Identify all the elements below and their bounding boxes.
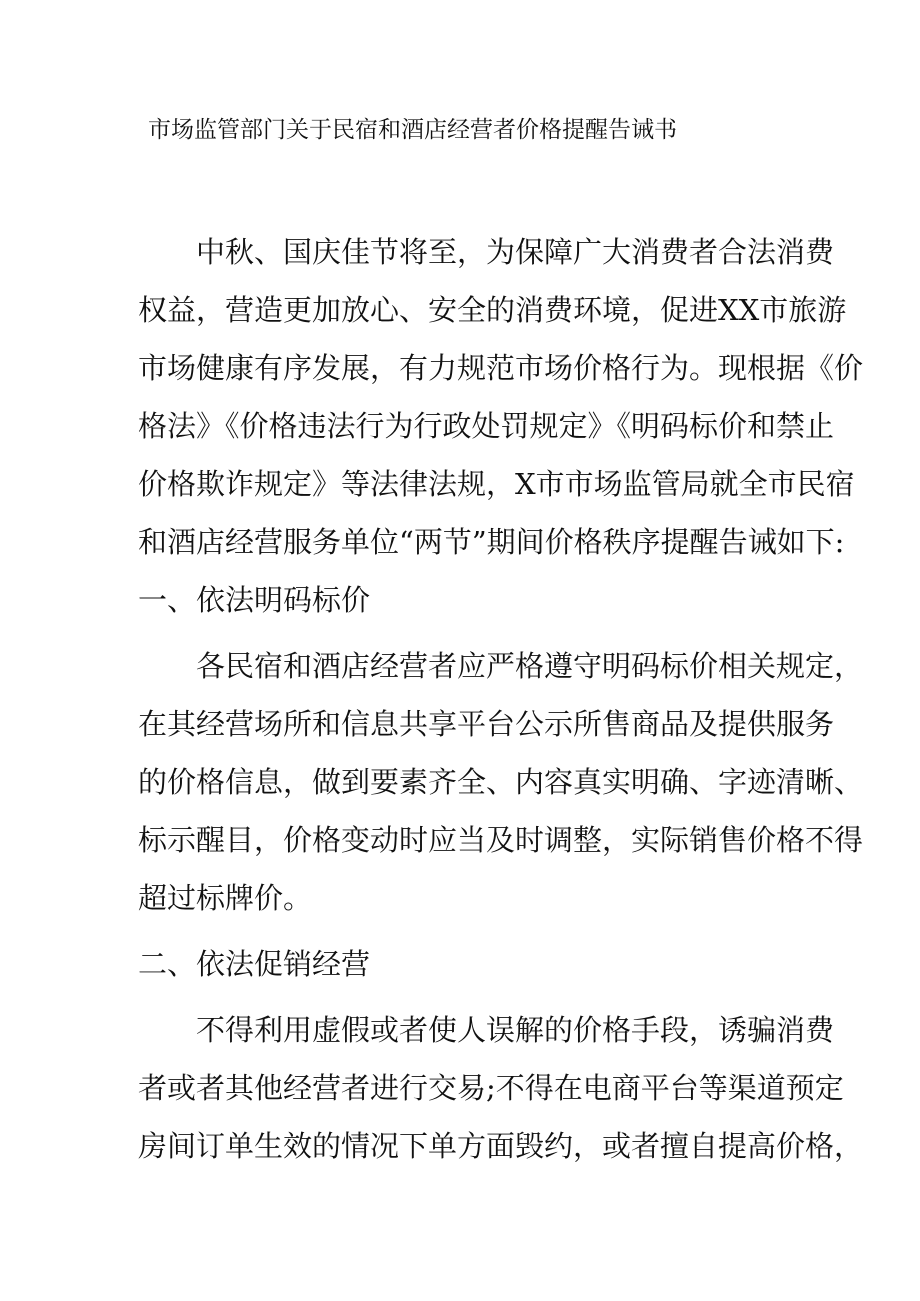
paragraph-line: 市场健康有序发展，有力规范市场价格行为。现根据《价 [138, 351, 864, 385]
paragraph-line: 标示醒目，价格变动时应当及时调整，实际销售价格不得 [138, 823, 864, 857]
paragraph-line: 权益，营造更加放心、安全的消费环境，促进XX市旅游 [138, 293, 847, 327]
paragraph-line: 在其经营场所和信息共享平台公示所售商品及提供服务 [138, 707, 835, 741]
paragraph-line: 格法》《价格违法行为行政处罚规定》《明码标价和禁止 [138, 409, 835, 443]
paragraph-line: 各民宿和酒店经营者应严格遵守明码标价相关规定， [138, 649, 864, 683]
paragraph-line: 房间订单生效的情况下单方面毁约，或者擅自提高价格， [138, 1129, 864, 1163]
paragraph-line: 超过标牌价。 [138, 881, 313, 915]
paragraph-line: 价格欺诈规定》等法律法规，X市市场监管局就全市民宿 [138, 467, 855, 501]
document-title: 市场监管部门关于民宿和酒店经营者价格提醒告诫书 [148, 117, 677, 143]
paragraph-line: 不得利用虚假或者使人误解的价格手段，诱骗消费 [138, 1013, 835, 1047]
section-heading: 一、依法明码标价 [138, 583, 371, 617]
paragraph-line: 和酒店经营服务单位“两节”期间价格秩序提醒告诫如下: [138, 525, 845, 559]
paragraph-line: 中秋、国庆佳节将至，为保障广大消费者合法消费 [138, 235, 835, 269]
paragraph-line: 者或者其他经营者进行交易;不得在电商平台等渠道预定 [138, 1071, 844, 1105]
paragraph-line: 的价格信息，做到要素齐全、内容真实明确、字迹清晰、 [138, 765, 864, 799]
section-heading: 二、依法促销经营 [138, 947, 371, 981]
